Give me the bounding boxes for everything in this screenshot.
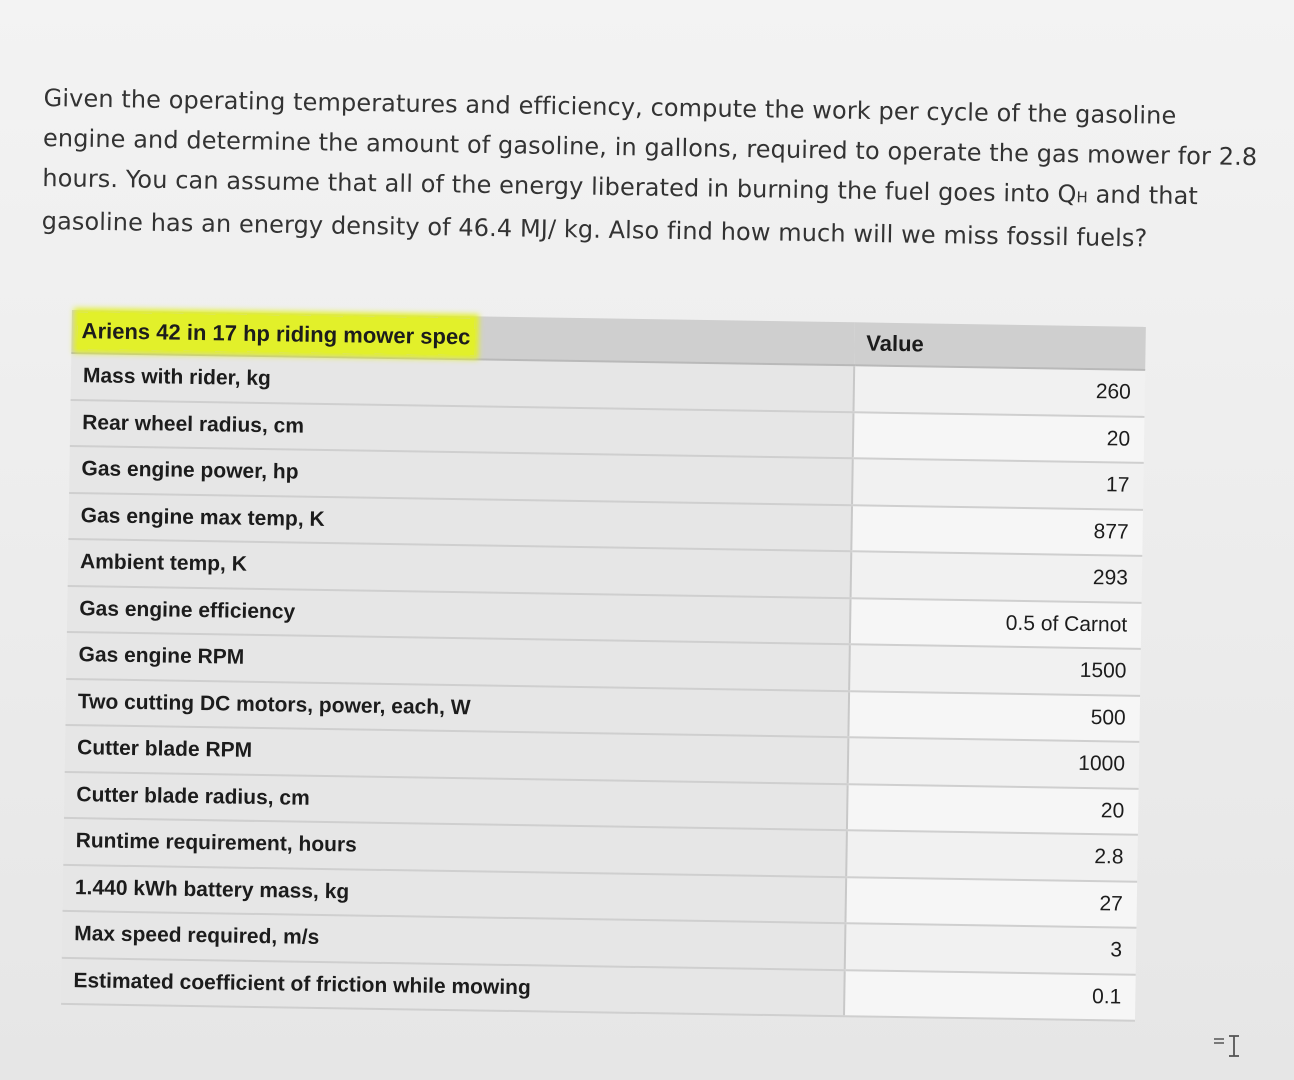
highlighted-header: Ariens 42 in 17 hp riding mower spec [77,312,474,355]
row-label: Gas engine efficiency [67,585,850,644]
row-value: 2.8 [846,830,1138,881]
row-label: Cutter blade radius, cm [64,771,847,830]
spec-table [61,310,1146,1022]
question-line-3-tail: and that [1087,180,1199,211]
spec-table-container [61,310,1146,1022]
row-value: 0.1 [844,970,1136,1021]
row-value: 500 [848,691,1140,742]
row-label: Ambient temp, K [68,539,851,598]
question-line-4: gasoline has an energy density of 46.4 MJ/ kg. Also find how much will we miss fossil fuels? [41,206,1148,253]
row-value: 1000 [847,737,1139,788]
row-label: Cutter blade RPM [65,725,848,784]
text-cursor-icon [1212,1030,1248,1060]
row-label: 1.440 kWh battery mass, kg [63,864,846,923]
row-value: 17 [852,458,1144,509]
row-label: Gas engine max temp, K [68,492,851,551]
row-value: 260 [853,365,1145,416]
row-label: Rear wheel radius, cm [70,399,853,458]
row-label: Runtime requirement, hours [63,818,846,877]
row-value: 877 [851,505,1143,556]
table-header-value: Value [854,322,1146,370]
row-label: Gas engine power, hp [69,446,852,505]
row-label: Mass with rider, kg [71,353,854,412]
row-label: Max speed required, m/s [62,911,845,970]
row-value: 20 [847,784,1139,835]
row-value: 1500 [849,644,1141,695]
question-line-3-text: hours. You can assume that all of the energy liberated in burning the fuel goes into [42,163,1058,208]
row-value: 293 [850,551,1142,602]
question-line-1: Given the operating temperatures and efficiency, compute the work per cycle of the gasoline [43,83,1177,130]
row-value: 27 [845,877,1137,928]
row-value: 3 [844,923,1136,974]
row-value: 20 [852,412,1144,463]
row-label: Two cutting DC motors, power, each, W [65,678,848,737]
row-value: 0.5 of Carnot [850,598,1142,649]
qh-symbol: QH [1057,179,1088,209]
question-line-2: engine and determine the amount of gasoline, in gallons, required to operate the gas mower for 2.8 [42,123,1258,172]
question-text [41,78,1258,260]
row-label: Gas engine RPM [66,632,849,691]
table-body [61,353,1145,1021]
row-label: Estimated coefficient of friction while mowing [61,957,844,1016]
